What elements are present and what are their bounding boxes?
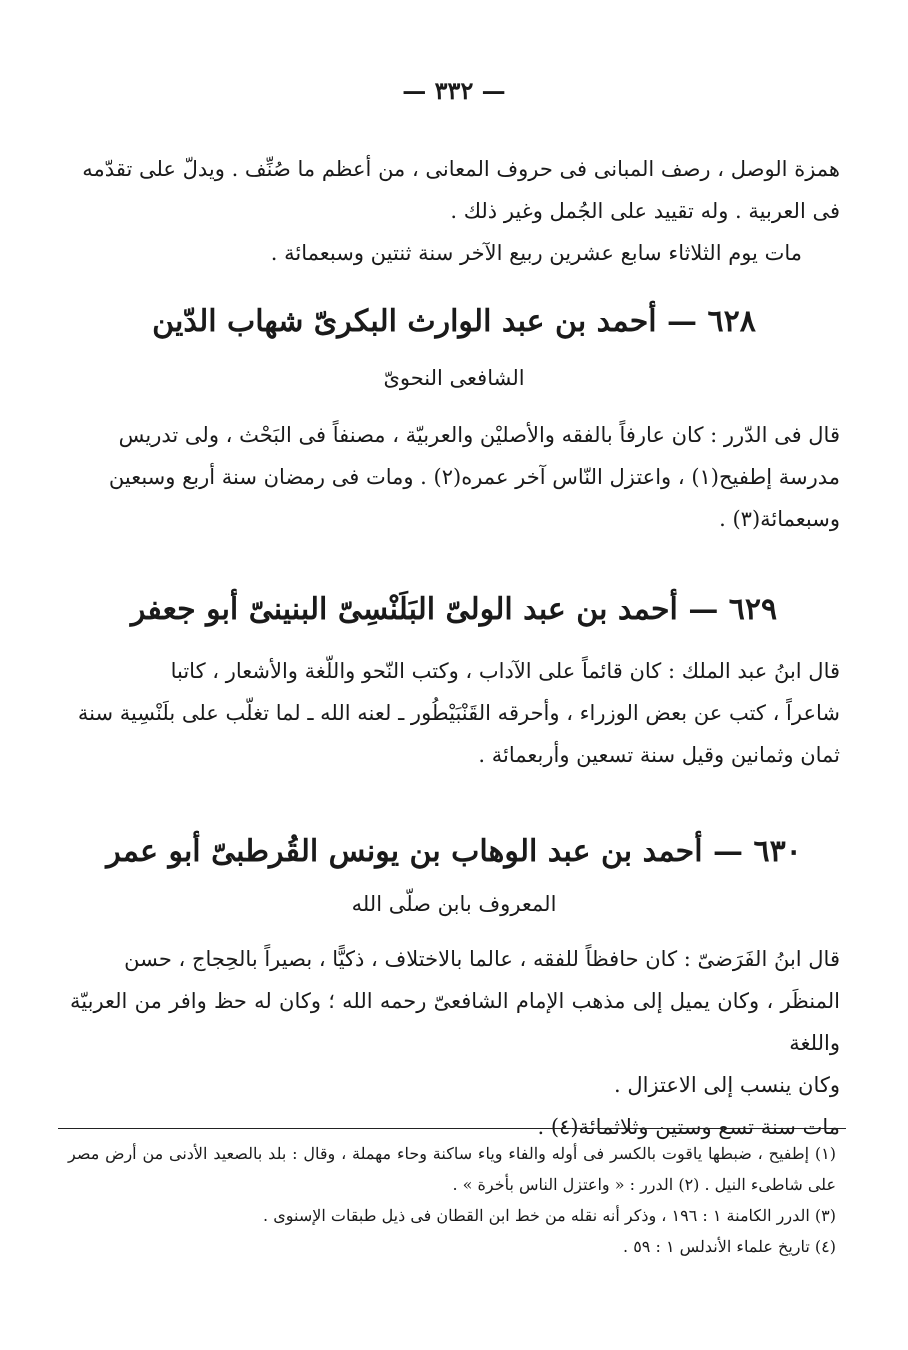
entry-subtitle: الشافعى النحوىّ [383, 366, 525, 390]
entry-subtitle: المعروف بابن صلّى الله [351, 892, 557, 916]
text-line: ثمان وثمانين وقيل سنة تسعين وأربعمائة . [478, 743, 840, 767]
entry-title: أحمد بن عبد الولىّ البَلَنْسِىّ البنينىّ أبو جعفر [130, 592, 678, 627]
text-line: شاعراً ، كتب عن بعض الوزراء ، وأحرقه القَنْبَيْطُور ـ لعنه الله ـ لما تغلّب على بلَنْسِية سنة [77, 701, 840, 725]
footnote: (٤) تاريخ علماء الأندلس ١ : ٥٩ . [623, 1237, 836, 1256]
entry-dash: — [677, 592, 719, 627]
text-line: همزة الوصل ، رصف المبانى فى حروف المعانى ، من أعظم ما صُنِّف . ويدلّ على تقدّمه [82, 157, 840, 181]
entry-number: ٦٣٠ [753, 834, 802, 869]
footnote: (٣) الدرر الكامنة ١ : ١٩٦ ، وذكر أنه نقله من خط ابن القطان فى ذيل طبقات الإسنوى . [263, 1206, 836, 1225]
entry-body [70, 414, 840, 540]
text-line: قال ابنُ عبد الملك : كان قائماً على الآداب ، وكتب النّحو واللّغة والأشعار ، كاتبا [170, 659, 840, 683]
entry-body [70, 650, 840, 776]
entry-body [70, 938, 840, 1148]
entry-heading [0, 300, 908, 344]
footnotes [68, 1138, 836, 1262]
entry-dash: — [656, 304, 698, 339]
entry-heading [0, 830, 908, 874]
text-line: قال ابنُ الفَرَضىّ : كان حافظاً للفقه ، عالما بالاختلاف ، ذكيًّا ، بصيراً بالحِجاج ، حسن [124, 947, 840, 971]
carryover-paragraph [70, 148, 840, 274]
entry-title: أحمد بن عبد الوهاب بن يونس القُرطبىّ أبو عمر [106, 834, 703, 869]
text-line: وسبعمائة(٣) . [719, 507, 840, 531]
text-line: مدرسة إطفيح(١) ، واعتزل النّاس آخر عمره(٢) . ومات فى رمضان سنة أربع وسبعين [108, 465, 840, 489]
footnote: (١) إطفيح ، ضبطها ياقوت بالكسر فى أوله والفاء وياء ساكنة وحاء مهملة ، وقال : بلد بالصعيد الأدنى من أرض مصر على شاطىء النيل . (٢) الدرر : « واعتزل الناس بأخرة » . [68, 1144, 836, 1194]
entry-title: أحمد بن عبد الوارث البكرىّ شهاب الدّين [152, 304, 657, 339]
text-line: مات يوم الثلاثاء سابع عشرين ربيع الآخر سنة ثنتين وسبعمائة . [270, 241, 802, 265]
page-number: — ٣٣٢ — [402, 76, 506, 105]
entry-heading [0, 588, 908, 632]
entry-dash: — [702, 834, 743, 869]
text-line: وكان ينسب إلى الاعتزال . [614, 1073, 840, 1097]
entry-number: ٦٢٩ [728, 592, 778, 627]
footnote-divider [58, 1128, 846, 1129]
text-line: قال فى الدّرر : كان عارفاً بالفقه والأصليْن والعربيّة ، مصنفاً فى البَحْث ، ولى تدريس [118, 423, 840, 447]
text-line: المنظَر ، وكان يميل إلى مذهب الإمام الشافعىّ رحمه الله ؛ وكان له حظ وافر من العربيّة واللغة [70, 989, 840, 1055]
text-line: مات سنة تسع وستين وثلاثمائة(٤) . [537, 1115, 840, 1139]
entry-number: ٦٢٨ [707, 304, 756, 339]
text-line: فى العربية . وله تقييد على الجُمل وغير ذلك . [450, 199, 840, 223]
